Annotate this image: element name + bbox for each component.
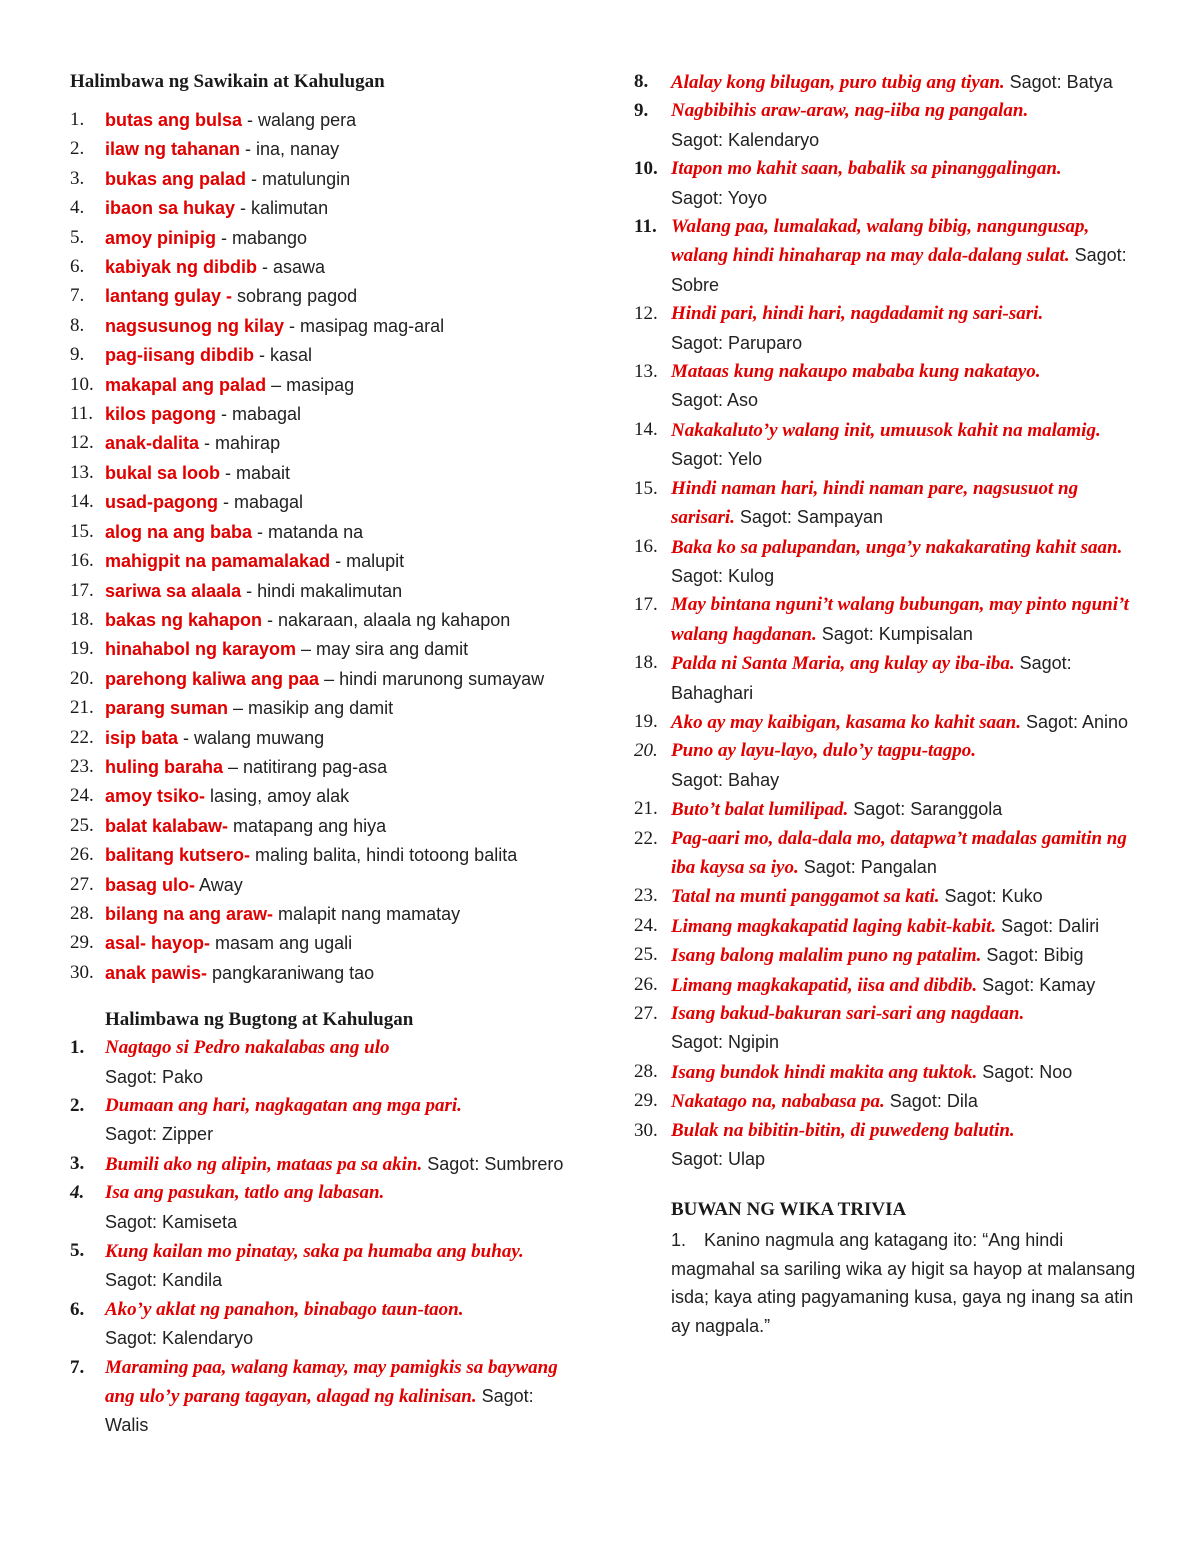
list-item bbox=[634, 68, 1144, 97]
list-item bbox=[70, 459, 580, 488]
list-item bbox=[70, 1296, 580, 1354]
riddle-answer: Sagot: Sobre bbox=[671, 245, 1127, 295]
idiom-meaning: - mabait bbox=[220, 462, 291, 483]
riddle-answer: Sagot: Anino bbox=[1020, 711, 1129, 732]
idiom-meaning: sobrang pagod bbox=[232, 286, 358, 307]
list-item bbox=[70, 665, 580, 694]
item-number: 2. bbox=[70, 1095, 85, 1116]
riddle-answer: Sagot: Kamiseta bbox=[105, 1211, 238, 1232]
idiom-meaning: matapang ang hiya bbox=[228, 815, 387, 836]
item-number: 12. bbox=[70, 432, 94, 454]
riddle-text: Baka ko sa palupandan, unga’y nakakarating kahit saan. bbox=[671, 536, 1123, 558]
list-item bbox=[634, 1000, 1144, 1058]
riddle-text: Nakakaluto’y walang init, umuusok kahit na malamig. bbox=[671, 419, 1101, 441]
riddle-answer: Sagot: Pako bbox=[105, 1066, 204, 1087]
idiom-term: ilaw ng tahanan bbox=[105, 139, 241, 160]
item-number: 13. bbox=[634, 361, 658, 383]
idiom-term: sariwa sa alaala bbox=[105, 580, 242, 601]
riddle-answer: Sagot: Batya bbox=[1004, 72, 1113, 92]
riddle-answer: Sagot: Ulap bbox=[671, 1149, 766, 1170]
item-number: 15. bbox=[634, 477, 658, 499]
item-number: 10. bbox=[70, 373, 94, 395]
item-number: 19. bbox=[70, 638, 94, 660]
riddle-answer: Sagot: Dila bbox=[884, 1091, 978, 1112]
idiom-term: kabiyak ng dibdib bbox=[105, 257, 258, 278]
list-item bbox=[70, 694, 580, 723]
list-item bbox=[634, 358, 1144, 416]
idiom-meaning: masam ang ugali bbox=[210, 933, 353, 954]
riddle-answer: Sagot: Sampayan bbox=[734, 507, 883, 528]
list-item bbox=[70, 606, 580, 635]
riddle-text: Alalay kong bilugan, puro tubig ang tiyan. bbox=[671, 72, 1005, 93]
idiom-meaning: Away bbox=[195, 874, 243, 895]
item-number: 30. bbox=[634, 1119, 658, 1141]
riddle-text: Bumili ako ng alipin, mataas pa sa akin. bbox=[105, 1153, 423, 1175]
list-item bbox=[70, 429, 580, 458]
list-item bbox=[634, 155, 1144, 213]
idiom-term: makapal ang palad bbox=[105, 374, 267, 395]
idiom-term: mahigpit na pamamalakad bbox=[105, 551, 331, 572]
idiom-term: bukal sa loob bbox=[105, 462, 221, 483]
list-item bbox=[634, 1087, 1144, 1116]
list-item bbox=[634, 649, 1144, 708]
list-item bbox=[634, 971, 1144, 1000]
list-item bbox=[634, 533, 1144, 592]
list-item bbox=[634, 795, 1144, 824]
item-number: 16. bbox=[70, 550, 94, 572]
list-item bbox=[634, 882, 1144, 911]
item-number: 6. bbox=[70, 256, 85, 278]
riddle-text: Hindi pari, hindi hari, nagdadamit ng sari-sari. bbox=[671, 303, 1044, 325]
item-number: 2. bbox=[70, 138, 85, 160]
riddle-text: Kung kailan mo pinatay, saka pa humaba ang buhay. bbox=[105, 1241, 524, 1263]
idiom-term: pag-iisang dibdib bbox=[105, 345, 254, 366]
list-item bbox=[634, 97, 1144, 155]
item-number: 17. bbox=[70, 579, 94, 601]
item-number: 20. bbox=[634, 740, 658, 762]
item-number: 26. bbox=[634, 973, 658, 995]
list-item bbox=[70, 282, 580, 311]
riddle-answer: Sagot: Kamay bbox=[977, 974, 1096, 995]
riddle-text: Nakatago na, nababasa pa. bbox=[671, 1091, 885, 1113]
item-number: 14. bbox=[634, 418, 658, 440]
riddle-text: Ako’y aklat ng panahon, binabago taun-taon. bbox=[105, 1298, 464, 1320]
list-item bbox=[634, 1117, 1144, 1175]
list-item bbox=[634, 591, 1144, 649]
right-column bbox=[634, 68, 1144, 1340]
riddle-text: Limang magkakapatid laging kabit-kabit. bbox=[671, 915, 997, 937]
riddle-text: Nagtago si Pedro nakalabas ang ulo bbox=[105, 1037, 390, 1059]
idiom-meaning: - kalimutan bbox=[235, 198, 329, 219]
riddle-answer: Sagot: Kuko bbox=[939, 886, 1043, 907]
item-number: 22. bbox=[634, 827, 658, 849]
list-item bbox=[70, 253, 580, 282]
list-item bbox=[70, 929, 580, 958]
idiom-meaning: - mabagal bbox=[218, 492, 304, 513]
item-number: 25. bbox=[634, 944, 658, 966]
riddle-answer: Sagot: Ngipin bbox=[671, 1032, 780, 1053]
idiom-term: huling baraha bbox=[105, 756, 224, 777]
idiom-term: parehong kaliwa ang paa bbox=[105, 668, 320, 689]
riddle-answer: Sagot: Kandila bbox=[105, 1270, 223, 1291]
list-item bbox=[70, 635, 580, 664]
riddle-text: Walang paa, lumalakad, walang bibig, nangungusap, walang hindi hinaharap na may dala-dalang sulat. bbox=[671, 216, 1090, 267]
item-number: 5. bbox=[70, 226, 85, 248]
item-number: 9. bbox=[634, 100, 649, 122]
idiom-term: ibaon sa hukay bbox=[105, 198, 236, 219]
item-number: 5. bbox=[70, 1240, 85, 1262]
idiom-term: nagsusunog ng kilay bbox=[105, 315, 285, 336]
riddle-text: Bulak na bibitin-bitin, di puwedeng balutin. bbox=[671, 1119, 1015, 1141]
idiom-meaning: lasing, amoy alak bbox=[205, 786, 350, 807]
item-number: 8. bbox=[634, 71, 649, 92]
list-item bbox=[70, 135, 580, 164]
riddle-answer: Sagot: Aso bbox=[671, 390, 759, 411]
riddle-text: Buto’t balat lumilipad. bbox=[671, 799, 849, 821]
trivia-item bbox=[634, 1226, 1144, 1340]
riddle-text: Pag-aari mo, dala-dala mo, datapwa’t madalas gamitin ng iba kaysa sa iyo. bbox=[671, 827, 1127, 878]
idiom-meaning: - mabango bbox=[216, 227, 308, 248]
list-item bbox=[70, 1179, 580, 1237]
idiom-term: bukas ang palad bbox=[105, 168, 247, 189]
list-item bbox=[70, 1034, 580, 1092]
list-item bbox=[70, 724, 580, 753]
item-number: 27. bbox=[634, 1003, 658, 1024]
bugtong-list-left bbox=[70, 1034, 580, 1441]
riddle-text: Isa ang pasukan, tatlo ang labasan. bbox=[105, 1182, 385, 1204]
idiom-term: bilang na ang araw- bbox=[105, 903, 274, 924]
idiom-term: anak-dalita bbox=[105, 433, 200, 454]
list-item bbox=[70, 812, 580, 841]
list-item bbox=[634, 1058, 1144, 1087]
list-item bbox=[70, 194, 580, 223]
idiom-term: kilos pagong bbox=[105, 404, 217, 425]
item-number: 18. bbox=[634, 652, 658, 674]
idiom-meaning: - malupit bbox=[330, 551, 405, 572]
riddle-text: Tatal na munti panggamot sa kati. bbox=[671, 886, 940, 908]
item-number: 11. bbox=[634, 216, 657, 238]
list-item bbox=[70, 753, 580, 782]
item-number: 3. bbox=[70, 1152, 85, 1174]
list-item bbox=[70, 841, 580, 870]
idiom-term: anak pawis- bbox=[105, 962, 208, 983]
riddle-text: Nagbibihis araw-araw, nag-iiba ng pangalan. bbox=[671, 100, 1029, 122]
idiom-meaning: - mahirap bbox=[199, 433, 281, 454]
item-number: 9. bbox=[70, 344, 85, 366]
list-item bbox=[634, 300, 1144, 358]
item-number: 7. bbox=[70, 1356, 85, 1378]
item-number: 6. bbox=[70, 1298, 85, 1320]
list-item bbox=[70, 1354, 580, 1441]
riddle-answer: Sagot: Zipper bbox=[105, 1124, 214, 1145]
idiom-meaning: - ina, nanay bbox=[240, 139, 340, 160]
item-number: 26. bbox=[70, 844, 94, 866]
list-item bbox=[634, 213, 1144, 300]
list-item bbox=[70, 577, 580, 606]
riddle-answer: Sagot: Saranggola bbox=[848, 799, 1003, 820]
item-number: 4. bbox=[70, 1182, 85, 1204]
item-number: 13. bbox=[70, 461, 94, 483]
list-item bbox=[634, 825, 1144, 883]
idiom-term: balat kalabaw- bbox=[105, 815, 229, 836]
list-item bbox=[70, 400, 580, 429]
idiom-term: hinahabol ng karayom bbox=[105, 639, 297, 660]
item-number: 12. bbox=[634, 303, 658, 325]
riddle-text: Palda ni Santa Maria, ang kulay ay iba-iba. bbox=[671, 653, 1015, 675]
riddle-answer: Sagot: Kalendaryo bbox=[105, 1328, 254, 1349]
item-number: 27. bbox=[70, 873, 94, 895]
idiom-term: parang suman bbox=[105, 698, 229, 719]
idiom-meaning: – may sira ang damit bbox=[296, 639, 469, 660]
list-item bbox=[70, 871, 580, 900]
riddle-answer: Sagot: Kumpisalan bbox=[816, 623, 973, 644]
item-number: 24. bbox=[70, 785, 94, 807]
idiom-meaning: - hindi makalimutan bbox=[241, 580, 403, 601]
item-number: 24. bbox=[634, 914, 658, 936]
item-number: 1. bbox=[70, 109, 85, 130]
idiom-term: asal- hayop- bbox=[105, 933, 211, 954]
item-number: 19. bbox=[634, 710, 658, 732]
riddle-text: Mataas kung nakaupo mababa kung nakatayo. bbox=[671, 361, 1041, 383]
idiom-meaning: - asawa bbox=[257, 257, 326, 278]
item-number: 8. bbox=[70, 314, 85, 336]
item-number: 29. bbox=[634, 1090, 658, 1112]
list-item bbox=[634, 475, 1144, 533]
list-item bbox=[70, 900, 580, 929]
list-item bbox=[70, 959, 580, 988]
list-item bbox=[70, 488, 580, 517]
list-item bbox=[634, 708, 1144, 737]
item-number: 21. bbox=[634, 798, 658, 820]
idiom-meaning: - walang muwang bbox=[178, 727, 325, 748]
item-number: 17. bbox=[634, 594, 658, 616]
trivia-question: Kanino nagmula ang katagang ito: “Ang hindi magmahal sa sariling wika ay higit sa hayop at malansang isda; kaya ating pagyamaning kusa, gaya ng inang sa atin ay nagpala.” bbox=[671, 1230, 1136, 1336]
list-item bbox=[70, 1150, 580, 1179]
item-number: 21. bbox=[70, 697, 94, 719]
idiom-term: amoy pinipig bbox=[105, 227, 217, 248]
list-item bbox=[70, 341, 580, 370]
riddle-answer: Sagot: Noo bbox=[977, 1061, 1073, 1082]
idiom-meaning: – natitirang pag-asa bbox=[223, 756, 388, 777]
trivia-heading: BUWAN NG WIKA TRIVIA bbox=[671, 1199, 907, 1221]
idiom-meaning: maling balita, hindi totoong balita bbox=[250, 845, 518, 866]
riddle-text: Isang balong malalim puno ng patalim. bbox=[671, 945, 982, 967]
list-item bbox=[70, 312, 580, 341]
list-item bbox=[70, 371, 580, 400]
item-number: 15. bbox=[70, 520, 94, 542]
item-number: 22. bbox=[70, 726, 94, 748]
list-item bbox=[70, 1092, 580, 1150]
riddle-answer: Sagot: Bahaghari bbox=[671, 653, 1072, 703]
item-number: 1. bbox=[70, 1037, 85, 1059]
riddle-answer: Sagot: Pangalan bbox=[798, 856, 937, 877]
list-item bbox=[70, 547, 580, 576]
idiom-meaning: - kasal bbox=[254, 345, 313, 366]
riddle-answer: Sagot: Kulog bbox=[671, 565, 775, 586]
item-number: 29. bbox=[70, 932, 94, 954]
item-number: 20. bbox=[70, 667, 94, 689]
riddle-text: Isang bakud-bakuran sari-sari ang nagdaan. bbox=[671, 1003, 1025, 1024]
idiom-term: alog na ang baba bbox=[105, 521, 253, 542]
riddle-text: Itapon mo kahit saan, babalik sa pinanggalingan. bbox=[671, 158, 1062, 180]
idiom-term: basag ulo- bbox=[105, 874, 196, 895]
list-item bbox=[70, 165, 580, 194]
riddle-text: Limang magkakapatid, iisa and dibdib. bbox=[671, 974, 978, 996]
list-item bbox=[634, 941, 1144, 970]
riddle-answer: Sagot: Daliri bbox=[996, 915, 1100, 936]
bugtong-list-right bbox=[634, 68, 1144, 1174]
item-number: 23. bbox=[634, 885, 658, 907]
list-item bbox=[634, 416, 1144, 475]
list-item bbox=[634, 912, 1144, 941]
idiom-meaning: - mabagal bbox=[216, 404, 302, 425]
riddle-answer: Sagot: Walis bbox=[105, 1386, 534, 1436]
riddle-text: Dumaan ang hari, nagkagatan ang mga pari. bbox=[105, 1095, 462, 1116]
list-item bbox=[70, 782, 580, 811]
list-item bbox=[70, 518, 580, 547]
list-item bbox=[70, 224, 580, 253]
idiom-meaning: pangkaraniwang tao bbox=[207, 962, 375, 983]
riddle-answer: Sagot: Yelo bbox=[671, 449, 763, 470]
item-number: 18. bbox=[70, 608, 94, 630]
riddle-answer: Sagot: Yoyo bbox=[671, 187, 768, 208]
item-number: 7. bbox=[70, 285, 85, 307]
item-number: 3. bbox=[70, 167, 85, 189]
left-column bbox=[70, 68, 580, 1441]
idiom-term: usad-pagong bbox=[105, 492, 218, 513]
riddle-text: Maraming paa, walang kamay, may pamigkis sa baywang ang ulo’y parang tagayan, alagad ng kalinisan. bbox=[105, 1356, 558, 1408]
idiom-meaning: - matanda na bbox=[252, 521, 364, 542]
idiom-meaning: - walang pera bbox=[242, 110, 357, 130]
item-number: 4. bbox=[70, 197, 85, 219]
riddle-answer: Sagot: Sumbrero bbox=[422, 1153, 564, 1174]
riddle-text: Hindi naman hari, hindi naman pare, nagsusuot ng sarisari. bbox=[671, 477, 1079, 529]
list-item bbox=[70, 106, 580, 135]
riddle-answer: Sagot: Paruparo bbox=[671, 332, 803, 353]
idiom-meaning: - nakaraan, alaala ng kahapon bbox=[262, 609, 511, 630]
sawikain-heading: Halimbawa ng Sawikain at Kahulugan bbox=[70, 71, 385, 92]
item-number: 25. bbox=[70, 814, 94, 836]
item-number: 11. bbox=[70, 403, 94, 425]
sawikain-list bbox=[70, 106, 580, 988]
bugtong-heading: Halimbawa ng Bugtong at Kahulugan bbox=[105, 1009, 414, 1031]
item-number: 10. bbox=[634, 158, 658, 180]
list-item bbox=[634, 737, 1144, 795]
item-number: 1. bbox=[671, 1230, 687, 1251]
idiom-term: amoy tsiko- bbox=[105, 786, 206, 807]
item-number: 14. bbox=[70, 491, 94, 513]
idiom-term: lantang gulay - bbox=[105, 286, 233, 307]
idiom-term: bakas ng kahapon bbox=[105, 609, 263, 630]
idiom-meaning: malapit nang mamatay bbox=[273, 903, 461, 924]
riddle-answer: Sagot: Bibig bbox=[981, 945, 1084, 966]
trivia-list bbox=[634, 1226, 1144, 1340]
item-number: 28. bbox=[70, 902, 94, 924]
riddle-text: Puno ay layu-layo, dulo’y tagpu-tagpo. bbox=[671, 740, 977, 762]
riddle-answer: Sagot: Bahay bbox=[671, 769, 780, 790]
list-item bbox=[70, 1237, 580, 1296]
riddle-text: May bintana nguni’t walang bubungan, may pinto nguni’t walang hagdanan. bbox=[671, 594, 1129, 645]
idiom-meaning: - masipag mag-aral bbox=[284, 315, 445, 336]
item-number: 30. bbox=[70, 961, 94, 983]
riddle-text: Isang bundok hindi makita ang tuktok. bbox=[671, 1061, 978, 1083]
idiom-meaning: - matulungin bbox=[246, 168, 351, 189]
item-number: 28. bbox=[634, 1060, 658, 1082]
riddle-answer: Sagot: Kalendaryo bbox=[671, 129, 820, 150]
idiom-meaning: – masipag bbox=[266, 374, 355, 395]
item-number: 23. bbox=[70, 755, 94, 777]
idiom-meaning: – hindi marunong sumayaw bbox=[319, 668, 545, 689]
idiom-meaning: – masikip ang damit bbox=[228, 698, 394, 719]
item-number: 16. bbox=[634, 535, 658, 557]
riddle-text: Ako ay may kaibigan, kasama ko kahit saan. bbox=[671, 711, 1021, 733]
idiom-term: isip bata bbox=[105, 727, 179, 748]
idiom-term: balitang kutsero- bbox=[105, 845, 251, 866]
idiom-term: butas ang bulsa bbox=[105, 110, 243, 130]
